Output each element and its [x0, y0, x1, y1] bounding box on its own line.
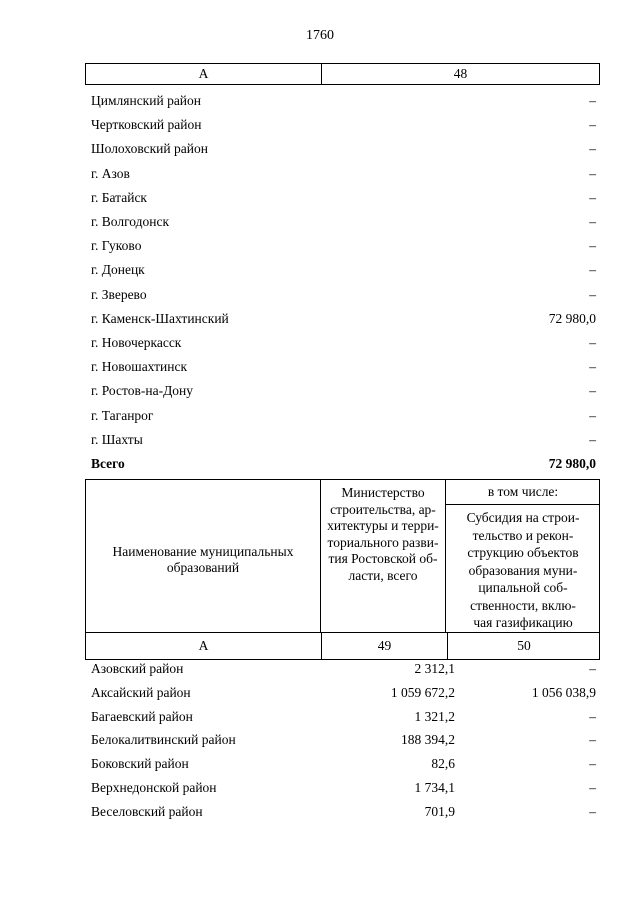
ministry-total-cell: 1 059 672,2: [390, 684, 455, 700]
municipality-name: г. Новошахтинск: [91, 359, 187, 375]
municipality-name: г. Гуково: [91, 238, 142, 254]
municipality-name: Шолоховский район: [91, 141, 208, 157]
municipality-name: г. Ростов-на-Дону: [91, 383, 194, 399]
municipality-name: г. Каменск-Шахтинский: [91, 310, 229, 326]
header-municipality-name: [86, 479, 321, 632]
municipality-name: Белокалитвинский район: [91, 732, 236, 748]
municipality-name: Боковский район: [91, 756, 189, 772]
ministry-total-cell: 1 734,1: [414, 779, 455, 795]
header-line: тельство и рекон-: [472, 527, 574, 543]
value-cell: –: [589, 93, 596, 109]
total-value: 72 980,0: [548, 455, 596, 471]
subsidy-cell: –: [589, 803, 596, 819]
subsidy-cell: –: [589, 756, 596, 772]
table-row: [91, 113, 596, 137]
table2-header: [85, 479, 600, 660]
table-row: [91, 428, 596, 452]
value-cell: –: [589, 359, 596, 375]
index-50: 50: [517, 638, 531, 653]
municipality-name: г. Новочеркасск: [91, 334, 182, 350]
header-subsidy: [446, 505, 600, 632]
ministry-total-cell: 188 394,2: [401, 732, 455, 748]
municipality-name: г. Таганрог: [91, 407, 154, 423]
page-number: 1760: [306, 28, 334, 43]
ministry-total-cell: 1 321,2: [414, 708, 455, 724]
index-a: А: [86, 633, 322, 659]
table1-body: [91, 89, 596, 476]
table-row: [91, 706, 596, 730]
municipality-name: Азовский район: [91, 661, 184, 676]
table-row: [91, 777, 596, 801]
municipality-name: г. Батайск: [91, 189, 147, 205]
total-label: Всего: [91, 455, 125, 471]
municipality-name: г. Азов: [91, 165, 130, 181]
table-row: [91, 753, 596, 777]
municipality-name: г. Шахты: [91, 431, 143, 447]
subsidy-cell: –: [589, 779, 596, 795]
value-cell: –: [589, 238, 596, 254]
value-cell: 72 980,0: [548, 310, 596, 326]
table-row: [91, 234, 596, 258]
table-row: [91, 403, 596, 427]
header-line: ласти, всего: [348, 567, 418, 583]
total-row: [91, 452, 596, 476]
table2-body: [91, 658, 596, 825]
header-line: хитектуры и терри-: [327, 518, 439, 533]
header-line: чая газификацию: [473, 615, 573, 630]
table-row: [91, 258, 596, 282]
table-row: [91, 729, 596, 753]
table-row: [91, 186, 596, 210]
value-cell: –: [589, 383, 596, 399]
value-cell: –: [589, 431, 596, 447]
table-row: [91, 307, 596, 331]
table1-header: [85, 63, 600, 85]
table-row: [91, 682, 596, 706]
municipality-name: г. Волгодонск: [91, 214, 170, 230]
subsidy-cell: 1 056 038,9: [531, 684, 596, 700]
table-row: [91, 379, 596, 403]
value-cell: –: [589, 286, 596, 302]
header-line: строительства, ар-: [330, 501, 436, 517]
value-cell: –: [589, 165, 596, 181]
value-cell: –: [589, 407, 596, 423]
value-cell: –: [589, 214, 596, 230]
table-row: [91, 283, 596, 307]
header-line: ственности, вклю-: [470, 597, 576, 613]
value-cell: –: [589, 141, 596, 157]
table-row: [91, 658, 596, 682]
value-cell: –: [589, 189, 596, 205]
header-index-row: [86, 632, 600, 659]
value-cell: –: [589, 262, 596, 278]
municipality-name: Цимлянский район: [91, 93, 202, 109]
table-row: [91, 355, 596, 379]
header-line: струкцию объектов: [467, 545, 579, 560]
table1-header-col-a: А: [86, 64, 322, 84]
subsidy-cell: –: [589, 732, 596, 748]
header-line: Наименование муниципальных: [112, 544, 294, 559]
municipality-name: Аксайский район: [91, 684, 191, 700]
subsidy-cell: –: [589, 661, 596, 676]
municipality-name: Чертковский район: [91, 117, 202, 133]
header-line: Субсидия на строи-: [466, 510, 580, 525]
header-ministry-total: [321, 479, 446, 632]
header-line: ципальной соб-: [478, 580, 568, 595]
table-row: [91, 801, 596, 825]
table-row: [91, 331, 596, 355]
municipality-name: Верхнедонской район: [91, 779, 217, 795]
ministry-total-cell: 2 312,1: [414, 661, 455, 676]
header-line: образования муни-: [468, 562, 578, 578]
header-line: тия Ростовской об-: [328, 551, 438, 566]
header-line: образований: [166, 560, 240, 575]
index-49: 49: [322, 633, 448, 659]
municipality-name: г. Зверево: [91, 286, 147, 302]
table1-header-col-b: 48: [453, 66, 468, 81]
table-row: [91, 89, 596, 113]
header-including-group: в том числе:: [446, 479, 600, 505]
ministry-total-cell: 701,9: [424, 803, 455, 819]
municipality-name: Багаевский район: [91, 708, 193, 724]
value-cell: –: [589, 334, 596, 350]
table-row: [91, 210, 596, 234]
municipality-name: Веселовский район: [91, 803, 203, 819]
table-row: [91, 137, 596, 161]
value-cell: –: [589, 117, 596, 133]
municipality-name: г. Донецк: [91, 262, 145, 278]
header-line: Министерство: [341, 485, 425, 500]
header-line: ториального разви-: [327, 534, 439, 550]
subsidy-cell: –: [589, 708, 596, 724]
table-row: [91, 162, 596, 186]
ministry-total-cell: 82,6: [431, 756, 455, 772]
